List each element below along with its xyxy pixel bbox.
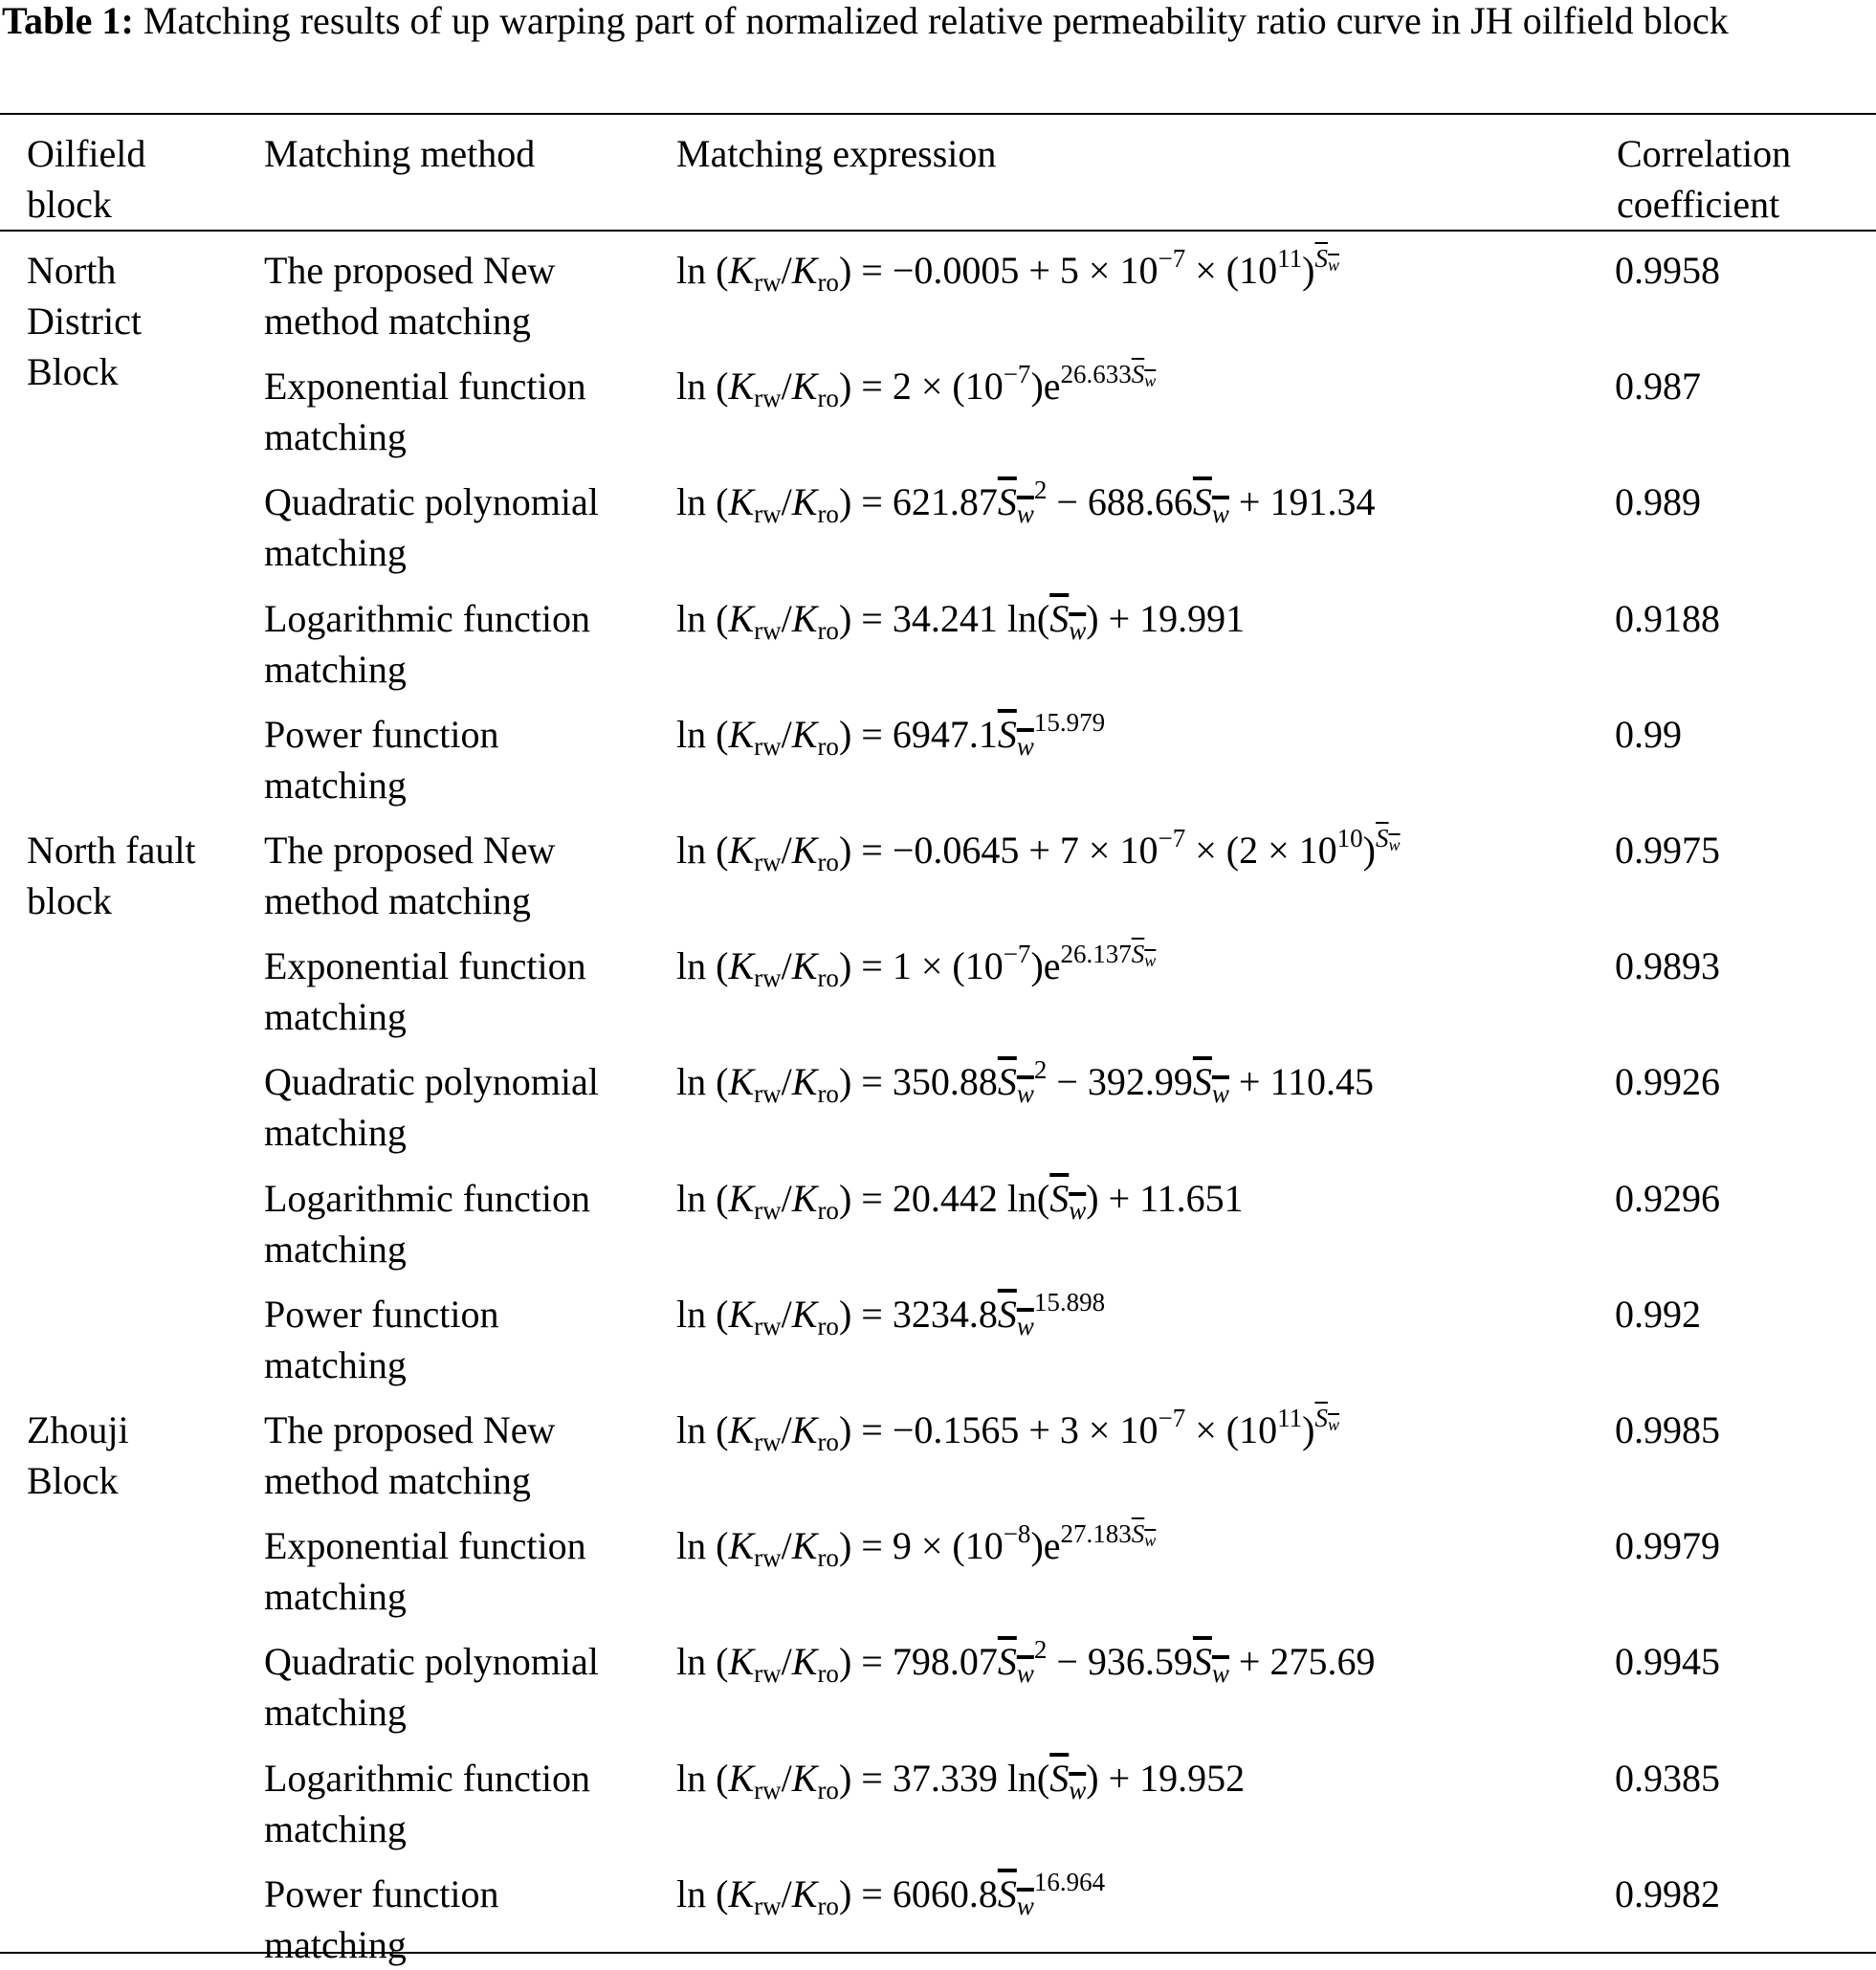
matching-expression: $\ln (K_{rw}/K_{ro}) = 6060.8S_w^{16.964}$ [676, 1867, 1106, 1920]
header-correlation-coefficient: Correlation coefficient [1617, 132, 1792, 226]
correlation-coefficient: 0.9945 [1615, 1640, 1720, 1684]
correlation-coefficient: 0.9188 [1615, 596, 1720, 640]
header-matching-expression: Matching expression [676, 132, 997, 175]
matching-method: Quadratic polynomial matching [264, 1060, 599, 1155]
top-rule [0, 113, 1876, 115]
caption-label: Table 1: [2, 0, 134, 42]
correlation-coefficient: 0.9926 [1615, 1060, 1720, 1104]
correlation-coefficient: 0.9985 [1615, 1408, 1720, 1451]
matching-method: Exponential function matching [264, 944, 586, 1039]
oilfield-block-name: North fault block [27, 829, 196, 922]
correlation-coefficient: 0.989 [1615, 480, 1701, 524]
correlation-coefficient: 0.9979 [1615, 1524, 1720, 1568]
header-rule [0, 230, 1876, 232]
matching-expression: $\ln (K_{rw}/K_{ro}) = 350.88S_w^2 - 392.99S_w + 110.45$ [676, 1055, 1374, 1109]
matching-expression: $\ln (K_{rw}/K_{ro}) = 798.07S_w^2 - 936.59S_w + 275.69$ [676, 1635, 1376, 1689]
matching-method: Logarithmic function matching [264, 1176, 591, 1271]
matching-expression: $\ln (K_{rw}/K_{ro}) = -0.1565 + 3 \times 10^{-7} \times (10^{11})^{S_w}$ [676, 1404, 1339, 1456]
oilfield-block-name: North District Block [27, 249, 142, 393]
correlation-coefficient: 0.9958 [1615, 249, 1720, 292]
header-matching-method: Matching method [264, 132, 536, 175]
correlation-coefficient: 0.9982 [1615, 1871, 1720, 1915]
correlation-coefficient: 0.9893 [1615, 944, 1720, 988]
oilfield-block-name: Zhouji Block [27, 1408, 129, 1502]
correlation-coefficient: 0.987 [1615, 365, 1701, 409]
matching-method: Power function matching [264, 1871, 499, 1966]
correlation-coefficient: 0.9296 [1615, 1176, 1720, 1220]
matching-method: Quadratic polynomial matching [264, 1640, 599, 1735]
matching-expression: $\ln (K_{rw}/K_{ro}) = 1 \times (10^{-7})e^{26.137S_w}$ [676, 940, 1157, 993]
matching-expression: $\ln (K_{rw}/K_{ro}) = 2 \times (10^{-7})e^{26.633S_w}$ [676, 360, 1157, 413]
caption-text: Matching results of up warping part of normalized relative permeability ratio curve in JH oilfield block [143, 0, 1729, 42]
matching-expression: $\ln (K_{rw}/K_{ro}) = 9 \times (10^{-8})e^{27.183S_w}$ [676, 1519, 1157, 1573]
matching-method: Power function matching [264, 712, 499, 807]
matching-expression: $\ln (K_{rw}/K_{ro}) = -0.0645 + 7 \times 10^{-7} \times (2 \times 10^{10})^{S_w}$ [676, 824, 1401, 876]
matching-method: Quadratic polynomial matching [264, 480, 599, 575]
matching-method: The proposed New method matching [264, 249, 556, 343]
matching-expression: $\ln (K_{rw}/K_{ro}) = 621.87S_w^2 - 688.66S_w + 191.34$ [676, 476, 1376, 529]
correlation-coefficient: 0.992 [1615, 1292, 1701, 1336]
matching-method: Logarithmic function matching [264, 596, 591, 691]
correlation-coefficient: 0.9975 [1615, 829, 1720, 872]
correlation-coefficient: 0.99 [1615, 712, 1682, 756]
matching-method: Exponential function matching [264, 365, 586, 459]
table-caption [2, 0, 1872, 46]
matching-method: Exponential function matching [264, 1524, 586, 1619]
matching-method: Power function matching [264, 1292, 499, 1386]
matching-expression: $\ln (K_{rw}/K_{ro}) = 37.339$ $\ln(S_w) + 19.952$ [676, 1756, 1246, 1804]
matching-expression: $\ln (K_{rw}/K_{ro}) = 3234.8S_w^{15.898}$ [676, 1287, 1106, 1340]
matching-expression: $\ln (K_{rw}/K_{ro}) = -0.0005 + 5 \times 10^{-7} \times (10^{11})^{S_w}$ [676, 244, 1339, 297]
correlation-coefficient: 0.9385 [1615, 1756, 1720, 1800]
matching-method: The proposed New method matching [264, 829, 556, 922]
matching-method: Logarithmic function matching [264, 1756, 591, 1850]
matching-method: The proposed New method matching [264, 1408, 556, 1502]
matching-expression: $\ln (K_{rw}/K_{ro}) = 34.241$ $\ln(S_w) + 19.991$ [676, 596, 1246, 645]
header-oilfield-block: Oilfield block [27, 132, 146, 226]
matching-expression: $\ln (K_{rw}/K_{ro}) = 6947.1S_w^{15.979}$ [676, 707, 1106, 761]
matching-expression: $\ln (K_{rw}/K_{ro}) = 20.442$ $\ln(S_w) + 11.651$ [676, 1176, 1244, 1225]
